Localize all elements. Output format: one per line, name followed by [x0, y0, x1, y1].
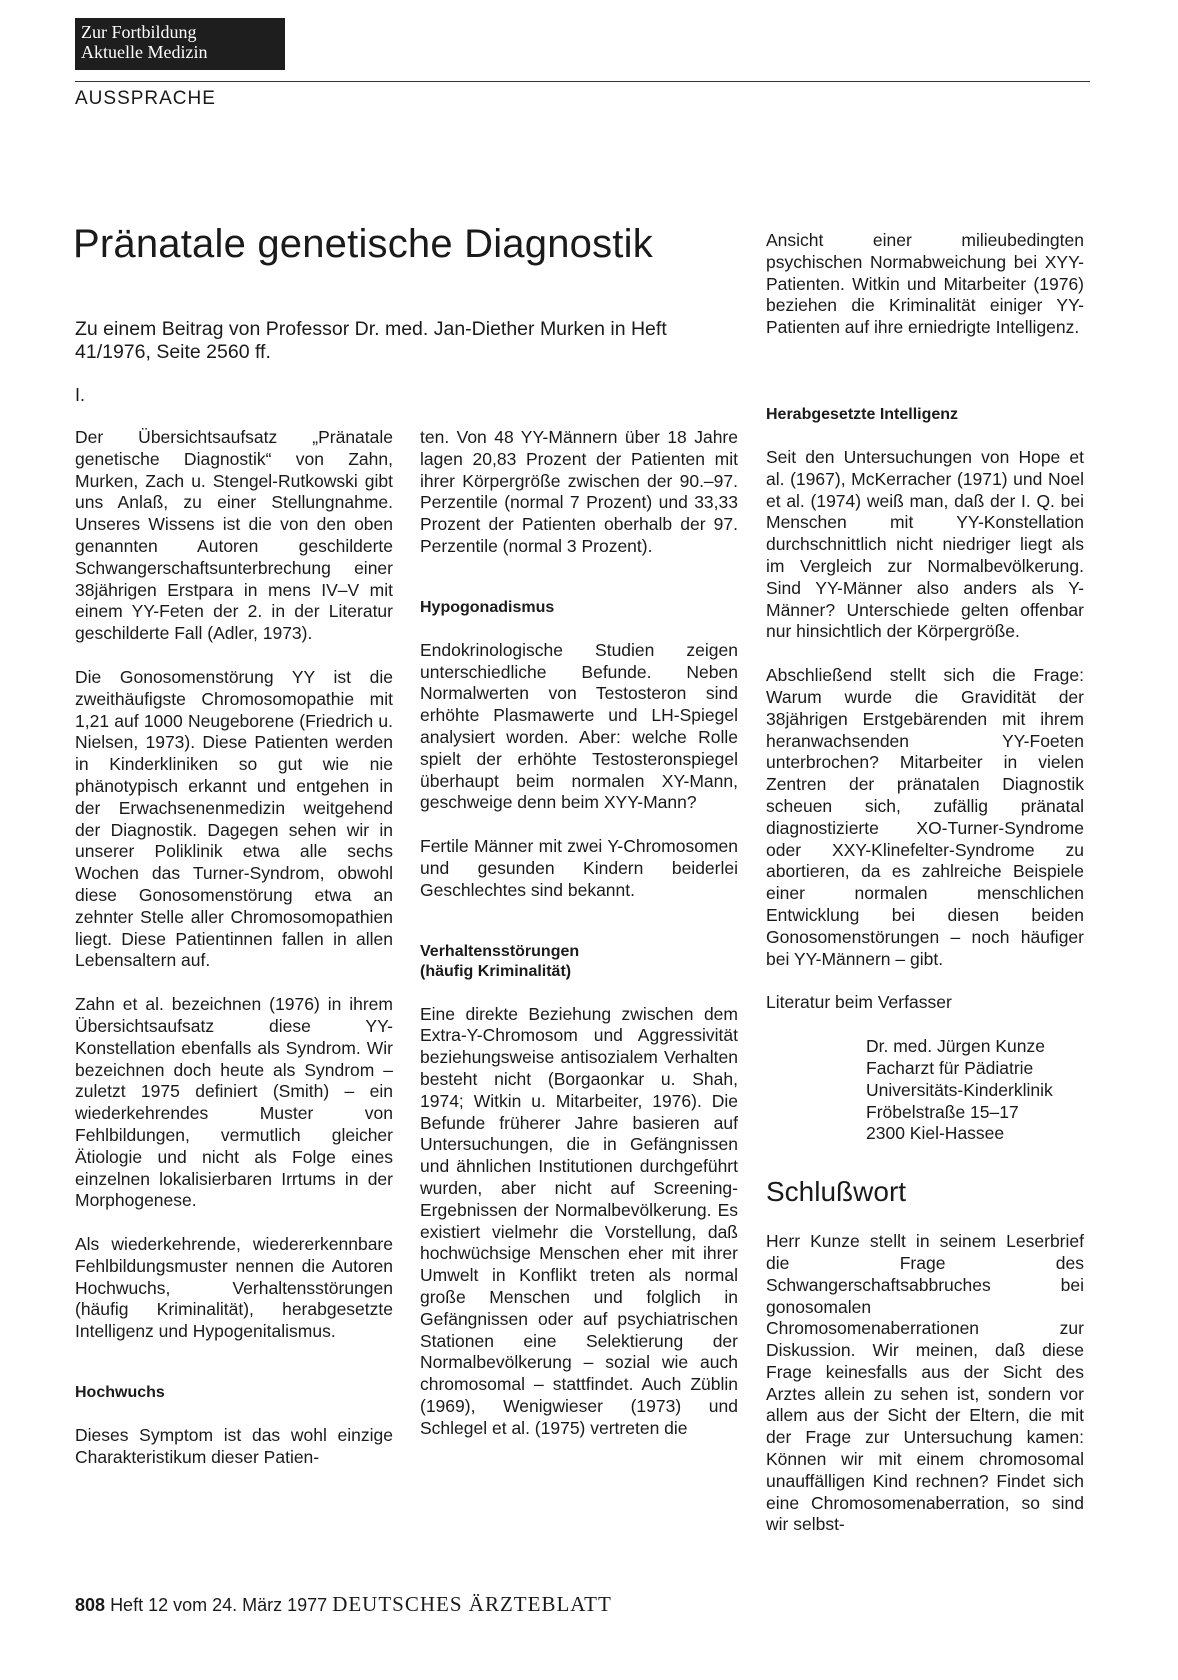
- column-3: [766, 405, 1084, 1558]
- address-line: Universitäts-Kinderklinik: [866, 1079, 1053, 1100]
- column-2: [420, 427, 738, 1461]
- address-line: Fröbelstraße 15–17: [866, 1101, 1019, 1122]
- page-number: 808: [75, 1595, 106, 1615]
- paragraph: Zahn et al. bezeichnen (1976) in ihrem Übersichtsaufsatz diese YY-Konstellation ebenfalls als Syndrom. Wir bezeichnen doch heute als Syndrom – zuletzt 1975 definiert (Smith) – ein wiederkehrendes Muster von Fehlbildungen, vermutlich gleicher Ätiologie und nicht als Folge eines einzelnen lokalisierbaren Irrtums in der Morphogenese.: [75, 994, 393, 1211]
- journal-name: DEUTSCHES ÄRZTEBLATT: [332, 1592, 612, 1616]
- article-subtitle: Zu einem Beitrag von Professor Dr. med. Jan-Diether Murken in Heft 41/1976, Seite 2560 ff.: [75, 318, 667, 363]
- section-label: AUSSPRACHE: [75, 88, 216, 109]
- article-title: Pränatale genetische Diagnostik: [73, 222, 653, 266]
- page-footer: [75, 1592, 612, 1617]
- literature-note: Literatur beim Verfasser: [766, 992, 952, 1013]
- heading-hochwuchs: Hochwuchs: [75, 1384, 165, 1402]
- section-numeral: I.: [75, 385, 86, 405]
- paragraph: Abschließend stellt sich die Frage: Warum wurde die Gravidität der 38jährigen Erstgebärenden mit ihrem heranwachsenden YY-Foeten unterbrochen? Mitarbeiter in vielen Zentren der pränatalen Diagnostik scheuen sich, zufällig pränatal diagnostizierte XO-Turner-Syndrome oder XXY-Klinefelter-Syndrome zu abortieren, da es zahlreiche Beispiele einer normalen menschlichen Entwicklung bei diesen beiden Gonosomenstörungen – noch häufiger bei YY-Männern – gibt.: [766, 665, 1084, 969]
- section-badge: [75, 18, 285, 70]
- paragraph: Fertile Männer mit zwei Y-Chromosomen und gesunden Kindern beiderlei Geschlechtes sind bekannt.: [420, 836, 738, 900]
- heading-schlusswort: Schlußwort: [766, 1176, 907, 1208]
- paragraph: ten. Von 48 YY-Männern über 18 Jahre lagen 20,83 Prozent der Patienten mit ihrer Körpergröße zwischen der 90.–97. Perzentile (normal 7 Prozent) und 33,33 Prozent der Patienten oberhalb der 97. Perzentile (normal 3 Prozent).: [420, 427, 738, 556]
- heading-line: Verhaltensstörungen: [420, 942, 580, 960]
- author-address: [866, 1036, 1084, 1145]
- paragraph: Die Gonosomenstörung YY ist die zweithäufigste Chromosomopathie mit 1,21 auf 1000 Neugeborene (Friedrich u. Nielsen, 1973). Diese Patienten werden in Kinderkliniken so gut wie nie phänotypisch erkannt und entgehen in der Erwachsenenmedizin weitgehend der Diagnostik. Dagegen sehen wir in unserer Poliklinik etwa alle sechs Wochen das Turner-Syndrom, obwohl diese Gonosomenstörung etwa an zehnter Stelle aller Chromosomopathien liegt. Diese Patientinnen fallen in allen Lebensaltern auf.: [75, 666, 393, 971]
- heading-line: (häufig Kriminalität): [420, 962, 572, 980]
- paragraph: Als wiederkehrende, wiedererkennbare Fehlbildungsmuster nennen die Autoren Hochwuchs, Verhaltensstörungen (häufig Kriminalität), herabgesetzte Intelligenz und Hypogenitalismus.: [75, 1234, 393, 1342]
- paragraph: Dieses Symptom ist das wohl einzige Charakteristikum dieser Patien-: [75, 1425, 393, 1467]
- paragraph: Eine direkte Beziehung zwischen dem Extra-Y-Chromosom und Aggressivität beziehungsweise antisozialem Verhalten besteht nicht (Borgaonkar u. Shah, 1974; Witkin u. Mitarbeiter, 1976). Die Befunde früherer Jahre basieren auf Untersuchungen, die in Gefängnissen und ähnlichen Institutionen durchgeführt wurden, aber nicht auf Screening-Ergebnissen der Normalbevölkerung. Es existiert vielmehr die Vorstellung, daß hochwüchsige Menschen eher mit ihrer Umwelt in Konflikt treten als normal große Menschen und folglich in Gefängnissen oder auf psychiatrischen Stationen eine Selektierung der Normalbevölkerung – sozial wie auch chromosomal – stattfindet. Auch Züblin (1969), Wenigwieser (1973) und Schlegel et al. (1975) vertreten die: [420, 1003, 738, 1438]
- paragraph: Seit den Untersuchungen von Hope et al. (1967), McKerracher (1971) und Noel et al. (1974) weiß man, daß der I. Q. bei Menschen mit YY-Konstellation durchschnittlich nicht niedriger liegt als im Vergleich zur Normalbevölkerung. Sind YY-Männer also anders als Y-Männer? Unterschiede gelten offenbar nur hinsichtlich der Körpergröße.: [766, 447, 1084, 642]
- badge-line-1: Zur Fortbildung: [81, 22, 197, 42]
- address-line: 2300 Kiel-Hassee: [866, 1123, 1005, 1144]
- column-1: [75, 427, 393, 1491]
- issue-info: Heft 12 vom 24. März 1977: [110, 1595, 328, 1615]
- paragraph: Der Übersichtsaufsatz „Pränatale genetische Diagnostik“ von Zahn, Murken, Zach u. Stengel-Rutkowski gibt uns Anlaß, zu einer Stellungnahme. Unseres Wissens ist die von den oben genannten Autoren geschilderte Schwangerschaftsunterbrechung einer 38jährigen Erstpara in mens IV–V mit einem YY-Feten der 2. in der Literatur geschilderte Fall (Adler, 1973).: [75, 427, 393, 644]
- heading-verhaltensstoerungen: [420, 942, 738, 982]
- paragraph: Ansicht einer milieubedingten psychischen Normabweichung bei XYY-Patienten. Witkin und Mitarbeiter (1976) beziehen die Kriminalität einiger YY-Patienten auf ihre erniedrigte Intelligenz.: [766, 230, 1084, 338]
- paragraph: Endokrinologische Studien zeigen unterschiedliche Befunde. Neben Normalwerten von Testosteron sind erhöhte Plasmawerte und LH-Spiegel analysiert worden. Aber: welche Rolle spielt der erhöhte Testosteronspiegel überhaupt beim normalen XY-Mann, geschweige denn beim XYY-Mann?: [420, 639, 738, 813]
- address-line: Facharzt für Pädiatrie: [866, 1057, 1034, 1078]
- column-3-top: [766, 230, 1084, 339]
- address-line: Dr. med. Jürgen Kunze: [866, 1036, 1045, 1057]
- heading-hypogonadismus: Hypogonadismus: [420, 598, 555, 616]
- heading-intelligenz: Herabgesetzte Intelligenz: [766, 406, 959, 423]
- paragraph: Herr Kunze stellt in seinem Leserbrief die Frage des Schwangerschaftsabbruches bei gonosomalen Chromosomenaberrationen zur Diskussion. Wir meinen, daß diese Frage keinesfalls aus der Sicht des Arztes allein zu sehen ist, sondern vor allem aus der Sicht der Eltern, die mit der Frage zur Untersuchung kamen: Können wir mit einem chromosomal unauffälligen Kind rechnen? Findet sich eine Chromosomenaberration, so sind wir selbst-: [766, 1231, 1084, 1535]
- badge-line-2: Aktuelle Medizin: [81, 42, 208, 62]
- header-rule: [75, 81, 1090, 82]
